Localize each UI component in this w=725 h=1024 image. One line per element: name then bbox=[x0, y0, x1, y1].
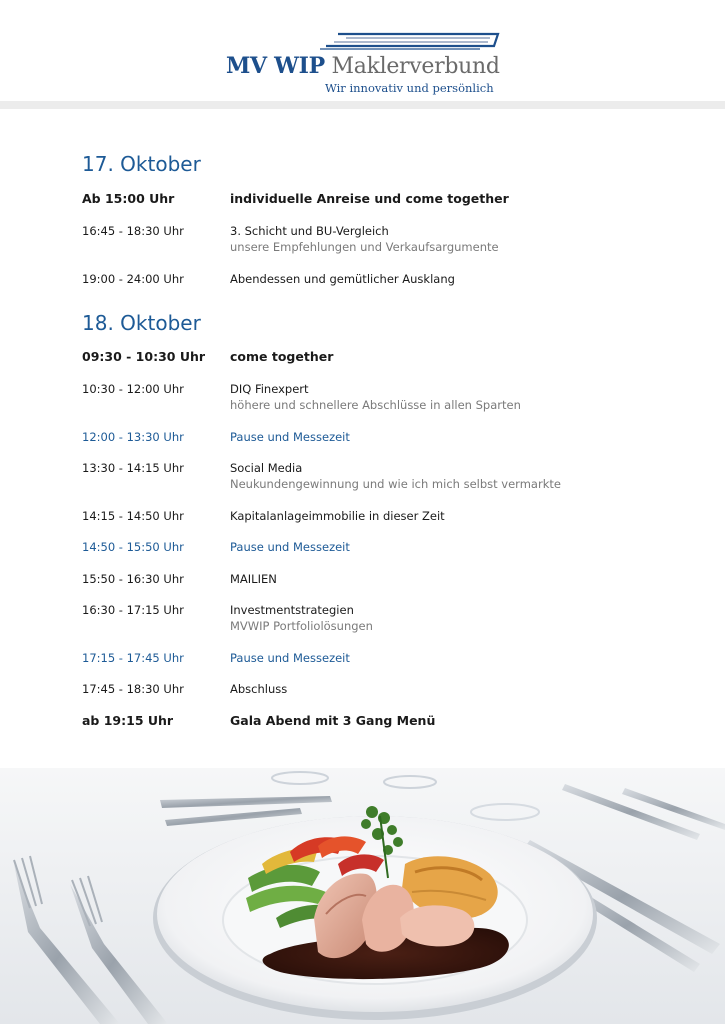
row-time: ab 19:15 Uhr bbox=[82, 713, 174, 728]
row-time: 09:30 - 10:30 Uhr bbox=[82, 349, 206, 364]
row-subtitle: Neukundengewinnung und wie ich mich selbst vermarkte bbox=[230, 477, 561, 491]
row-time: 16:30 - 17:15 Uhr bbox=[82, 603, 184, 617]
row-title: Investmentstrategien bbox=[230, 603, 354, 617]
row-title: Pause und Messezeit bbox=[230, 430, 350, 444]
row-title: Abendessen und gemütlicher Ausklang bbox=[230, 272, 455, 286]
header-logo bbox=[0, 0, 725, 100]
brand-secondary: Maklerverbund bbox=[331, 54, 500, 79]
row-time: 15:50 - 16:30 Uhr bbox=[82, 572, 184, 586]
row-time: 17:15 - 17:45 Uhr bbox=[82, 651, 184, 665]
row-title: come together bbox=[230, 349, 334, 364]
plated-dish-illustration bbox=[0, 768, 725, 1024]
row-time: 13:30 - 14:15 Uhr bbox=[82, 461, 184, 475]
row-time: 17:45 - 18:30 Uhr bbox=[82, 682, 184, 696]
brand-tagline: Wir innovativ und persönlich bbox=[325, 81, 494, 95]
day-title-17: 17. Oktober bbox=[82, 152, 201, 176]
row-title: DIQ Finexpert bbox=[230, 382, 309, 396]
row-title: 3. Schicht und BU-Vergleich bbox=[230, 224, 389, 238]
row-time: 14:15 - 14:50 Uhr bbox=[82, 509, 184, 523]
row-time: 12:00 - 13:30 Uhr bbox=[82, 430, 184, 444]
row-title: individuelle Anreise und come together bbox=[230, 191, 509, 206]
row-subtitle: höhere und schnellere Abschlüsse in allen Sparten bbox=[230, 398, 521, 412]
day-title-18: 18. Oktober bbox=[82, 311, 201, 335]
row-time: Ab 15:00 Uhr bbox=[82, 191, 175, 206]
row-title: Pause und Messezeit bbox=[230, 651, 350, 665]
row-subtitle: MVWIP Portfoliolösungen bbox=[230, 619, 373, 633]
brand-primary: MV WIP bbox=[226, 53, 325, 79]
logo-lines-icon bbox=[320, 30, 502, 52]
row-subtitle: unsere Empfehlungen und Verkaufsargumente bbox=[230, 240, 499, 254]
row-title: Abschluss bbox=[230, 682, 288, 696]
row-title: Social Media bbox=[230, 461, 303, 475]
row-time: 19:00 - 24:00 Uhr bbox=[82, 272, 184, 286]
row-title: Kapitalanlageimmobilie in dieser Zeit bbox=[230, 509, 445, 523]
row-title: MAILIEN bbox=[230, 572, 277, 586]
row-title: Pause und Messezeit bbox=[230, 540, 350, 554]
row-title: Gala Abend mit 3 Gang Menü bbox=[230, 713, 436, 728]
brand-name bbox=[226, 53, 500, 79]
header-divider bbox=[0, 101, 725, 109]
row-time: 14:50 - 15:50 Uhr bbox=[82, 540, 184, 554]
row-time: 10:30 - 12:00 Uhr bbox=[82, 382, 184, 396]
row-time: 16:45 - 18:30 Uhr bbox=[82, 224, 184, 238]
dinner-plate-photo bbox=[0, 768, 725, 1024]
